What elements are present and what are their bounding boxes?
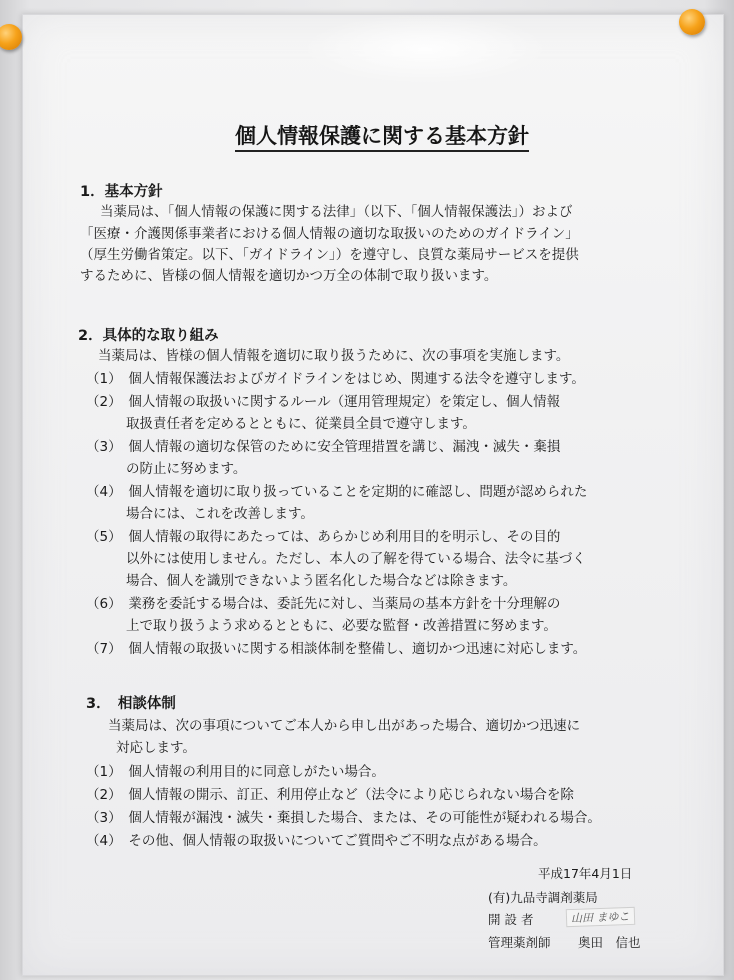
section1-line: するために、皆様の個人情報を適切かつ万全の体制で取り扱います。 bbox=[80, 268, 498, 284]
section2-item-cont: 取扱責任者を定めるとともに、従業員全員で遵守します。 bbox=[126, 416, 476, 432]
section3-item: （4） その他、個人情報の取扱いについてご質問やご不明な点がある場合。 bbox=[86, 833, 547, 849]
pharmacy-name: (有)九品寺調剤薬局 bbox=[488, 890, 598, 905]
section2-item: （1） 個人情報保護法およびガイドラインをはじめ、関連する法令を遵守します。 bbox=[86, 371, 585, 387]
section2-item: （4） 個人情報を適切に取り扱っていることを定期的に確認し、問題が認められた bbox=[86, 484, 588, 500]
section1-line: 「医療・介護関係事業者における個人情報の適切な取扱いのためのガイドライン」 bbox=[80, 226, 579, 242]
section2-item: （2） 個人情報の取扱いに関するルール（運用管理規定）を策定し、個人情報 bbox=[86, 394, 561, 410]
founder-label: 開 設 者 bbox=[488, 912, 534, 927]
section1-heading: 1．基本方針 bbox=[80, 184, 163, 200]
pushpin-icon bbox=[679, 9, 705, 35]
founder-signature: 山田 まゆこ bbox=[566, 908, 635, 926]
section2-item-cont: の防止に努めます。 bbox=[126, 461, 247, 477]
section2-heading: 2．具体的な取り組み bbox=[78, 328, 219, 344]
page-title: 個人情報保護に関する基本方針 bbox=[0, 120, 734, 150]
section2-item: （5） 個人情報の取得にあたっては、あらかじめ利用目的を明示し、その目的 bbox=[86, 529, 561, 545]
section3-heading: 3． 相談体制 bbox=[86, 696, 176, 712]
manager-name: 奥田 信也 bbox=[578, 935, 641, 950]
section2-item-cont: 場合、個人を識別できないよう匿名化した場合などは除きます。 bbox=[126, 573, 517, 589]
light-glare bbox=[300, 14, 550, 84]
section2-intro: 当薬局は、皆様の個人情報を適切に取り扱うために、次の事項を実施します。 bbox=[98, 348, 570, 364]
section2-item: （7） 個人情報の取扱いに関する相談体制を整備し、適切かつ迅速に対応します。 bbox=[86, 641, 587, 657]
section2-item: （3） 個人情報の適切な保管のために安全管理措置を講じ、漏洩・滅失・棄損 bbox=[86, 439, 561, 455]
section2-item: （6） 業務を委託する場合は、委託先に対し、当薬局の基本方針を十分理解の bbox=[86, 596, 561, 612]
section2-item-cont: 上で取り扱うよう求めるとともに、必要な監督・改善措置に努めます。 bbox=[126, 618, 557, 634]
pushpin-icon bbox=[0, 24, 22, 50]
section1-line: 当薬局は、「個人情報の保護に関する法律」（以下、「個人情報保護法」）および bbox=[100, 204, 573, 220]
section2-item-cont: 以外には使用しません。ただし、本人の了解を得ている場合、法令に基づく bbox=[126, 551, 586, 567]
section1-line: （厚生労働省策定。以下、「ガイドライン」）を遵守し、良質な薬局サービスを提供 bbox=[80, 247, 579, 263]
section3-item: （1） 個人情報の利用目的に同意しがたい場合。 bbox=[86, 764, 385, 780]
section3-intro-cont: 対応します。 bbox=[116, 740, 196, 756]
section3-item: （2） 個人情報の開示、訂正、利用停止など（法令により応じられない場合を除 bbox=[86, 787, 574, 803]
section3-intro: 当薬局は、次の事項についてご本人から申し出があった場合、適切かつ迅速に bbox=[108, 718, 581, 734]
date-text: 平成17年4月1日 bbox=[538, 866, 633, 881]
manager-label: 管理薬剤師 bbox=[488, 935, 551, 950]
section2-item-cont: 場合には、これを改善します。 bbox=[126, 506, 314, 522]
section3-item: （3） 個人情報が漏洩・滅失・棄損した場合、または、その可能性が疑われる場合。 bbox=[86, 810, 601, 826]
